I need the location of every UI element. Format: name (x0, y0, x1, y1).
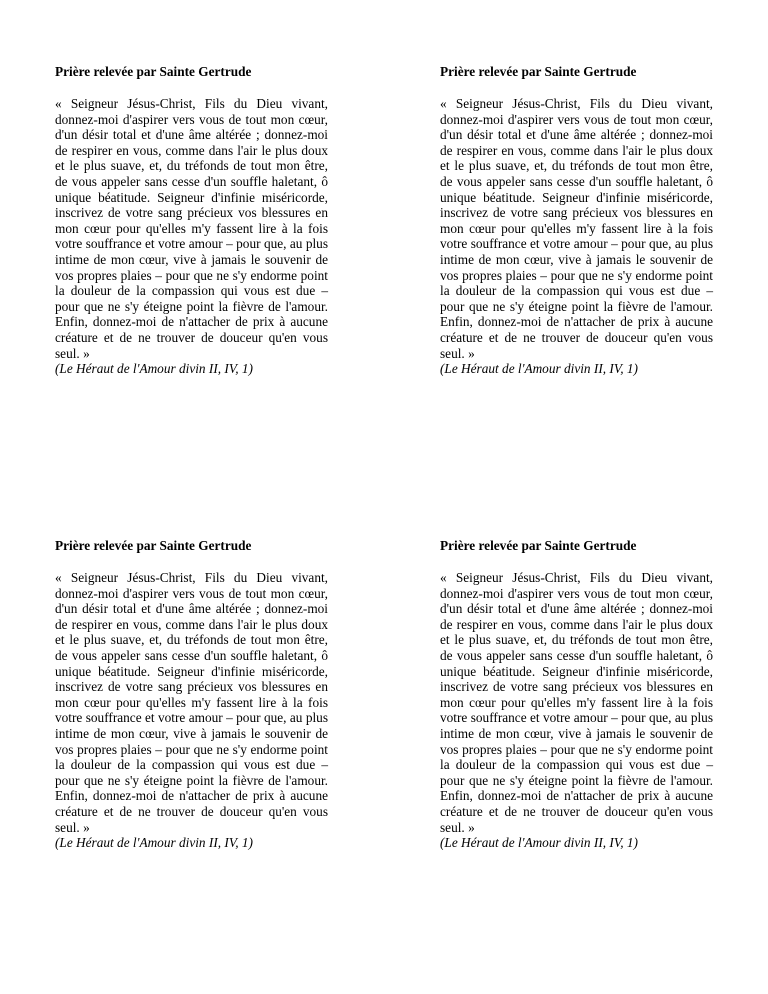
card-title: Prière relevée par Sainte Gertrude (55, 64, 252, 79)
card-title: Prière relevée par Sainte Gertrude (440, 64, 637, 79)
prayer-text: « Seigneur Jésus-Christ, Fils du Dieu vivant, donnez-moi d'aspirer vers vous de tout mon cœur, d'un désir total et d'une âme altérée ; donnez-moi de respirer en vous, comme dans l'air le plus doux et le plus suave, et, du tréfonds de tout mon être, de vous appeler sans cesse d'un souffle haletant, ô unique béatitude. Seigneur d'infinie miséricorde, inscrivez de votre sang précieux vos blessures en mon cœur pour qu'elles m'y fassent lire à la fois votre souffrance et votre amour – pour que, au plus intime de mon cœur, vive à jamais le souvenir de vos propres plaies – pour que ne s'y endorme point la douleur de la compassion qui vous est due – pour que ne s'y éteigne point la fièvre de l'amour. Enfin, donnez-moi de n'attacher de prix à aucune créature et de ne trouver de douceur qu'en vous seul. » (55, 96, 328, 361)
prayer-source: (Le Héraut de l'Amour divin II, IV, 1) (440, 835, 638, 851)
card-title: Prière relevée par Sainte Gertrude (55, 538, 252, 553)
prayer-text: « Seigneur Jésus-Christ, Fils du Dieu vivant, donnez-moi d'aspirer vers vous de tout mon cœur, d'un désir total et d'une âme altérée ; donnez-moi de respirer en vous, comme dans l'air le plus doux et le plus suave, et, du tréfonds de tout mon être, de vous appeler sans cesse d'un souffle haletant, ô unique béatitude. Seigneur d'infinie miséricorde, inscrivez de votre sang précieux vos blessures en mon cœur pour qu'elles m'y fassent lire à la fois votre souffrance et votre amour – pour que, au plus intime de mon cœur, vive à jamais le souvenir de vos propres plaies – pour que ne s'y endorme point la douleur de la compassion qui vous est due – pour que ne s'y éteigne point la fièvre de l'amour. Enfin, donnez-moi de n'attacher de prix à aucune créature et de ne trouver de douceur qu'en vous seul. » (440, 96, 713, 361)
prayer-text: « Seigneur Jésus-Christ, Fils du Dieu vivant, donnez-moi d'aspirer vers vous de tout mon cœur, d'un désir total et d'une âme altérée ; donnez-moi de respirer en vous, comme dans l'air le plus doux et le plus suave, et, du tréfonds de tout mon être, de vous appeler sans cesse d'un souffle haletant, ô unique béatitude. Seigneur d'infinie miséricorde, inscrivez de votre sang précieux vos blessures en mon cœur pour qu'elles m'y fassent lire à la fois votre souffrance et votre amour – pour que, au plus intime de mon cœur, vive à jamais le souvenir de vos propres plaies – pour que ne s'y endorme point la douleur de la compassion qui vous est due – pour que ne s'y éteigne point la fièvre de l'amour. Enfin, donnez-moi de n'attacher de prix à aucune créature et de ne trouver de douceur qu'en vous seul. » (440, 570, 713, 835)
prayer-source: (Le Héraut de l'Amour divin II, IV, 1) (440, 361, 638, 377)
prayer-text: « Seigneur Jésus-Christ, Fils du Dieu vivant, donnez-moi d'aspirer vers vous de tout mon cœur, d'un désir total et d'une âme altérée ; donnez-moi de respirer en vous, comme dans l'air le plus doux et le plus suave, et, du tréfonds de tout mon être, de vous appeler sans cesse d'un souffle haletant, ô unique béatitude. Seigneur d'infinie miséricorde, inscrivez de votre sang précieux vos blessures en mon cœur pour qu'elles m'y fassent lire à la fois votre souffrance et votre amour – pour que, au plus intime de mon cœur, vive à jamais le souvenir de vos propres plaies – pour que ne s'y endorme point la douleur de la compassion qui vous est due – pour que ne s'y éteigne point la fièvre de l'amour. Enfin, donnez-moi de n'attacher de prix à aucune créature et de ne trouver de douceur qu'en vous seul. » (55, 570, 328, 835)
card-title: Prière relevée par Sainte Gertrude (440, 538, 637, 553)
prayer-card-bottom-right (440, 538, 713, 851)
prayer-source: (Le Héraut de l'Amour divin II, IV, 1) (55, 361, 253, 377)
prayer-card-bottom-left (55, 538, 328, 851)
prayer-source: (Le Héraut de l'Amour divin II, IV, 1) (55, 835, 253, 851)
prayer-card-top-left (55, 64, 328, 377)
prayer-card-top-right (440, 64, 713, 377)
